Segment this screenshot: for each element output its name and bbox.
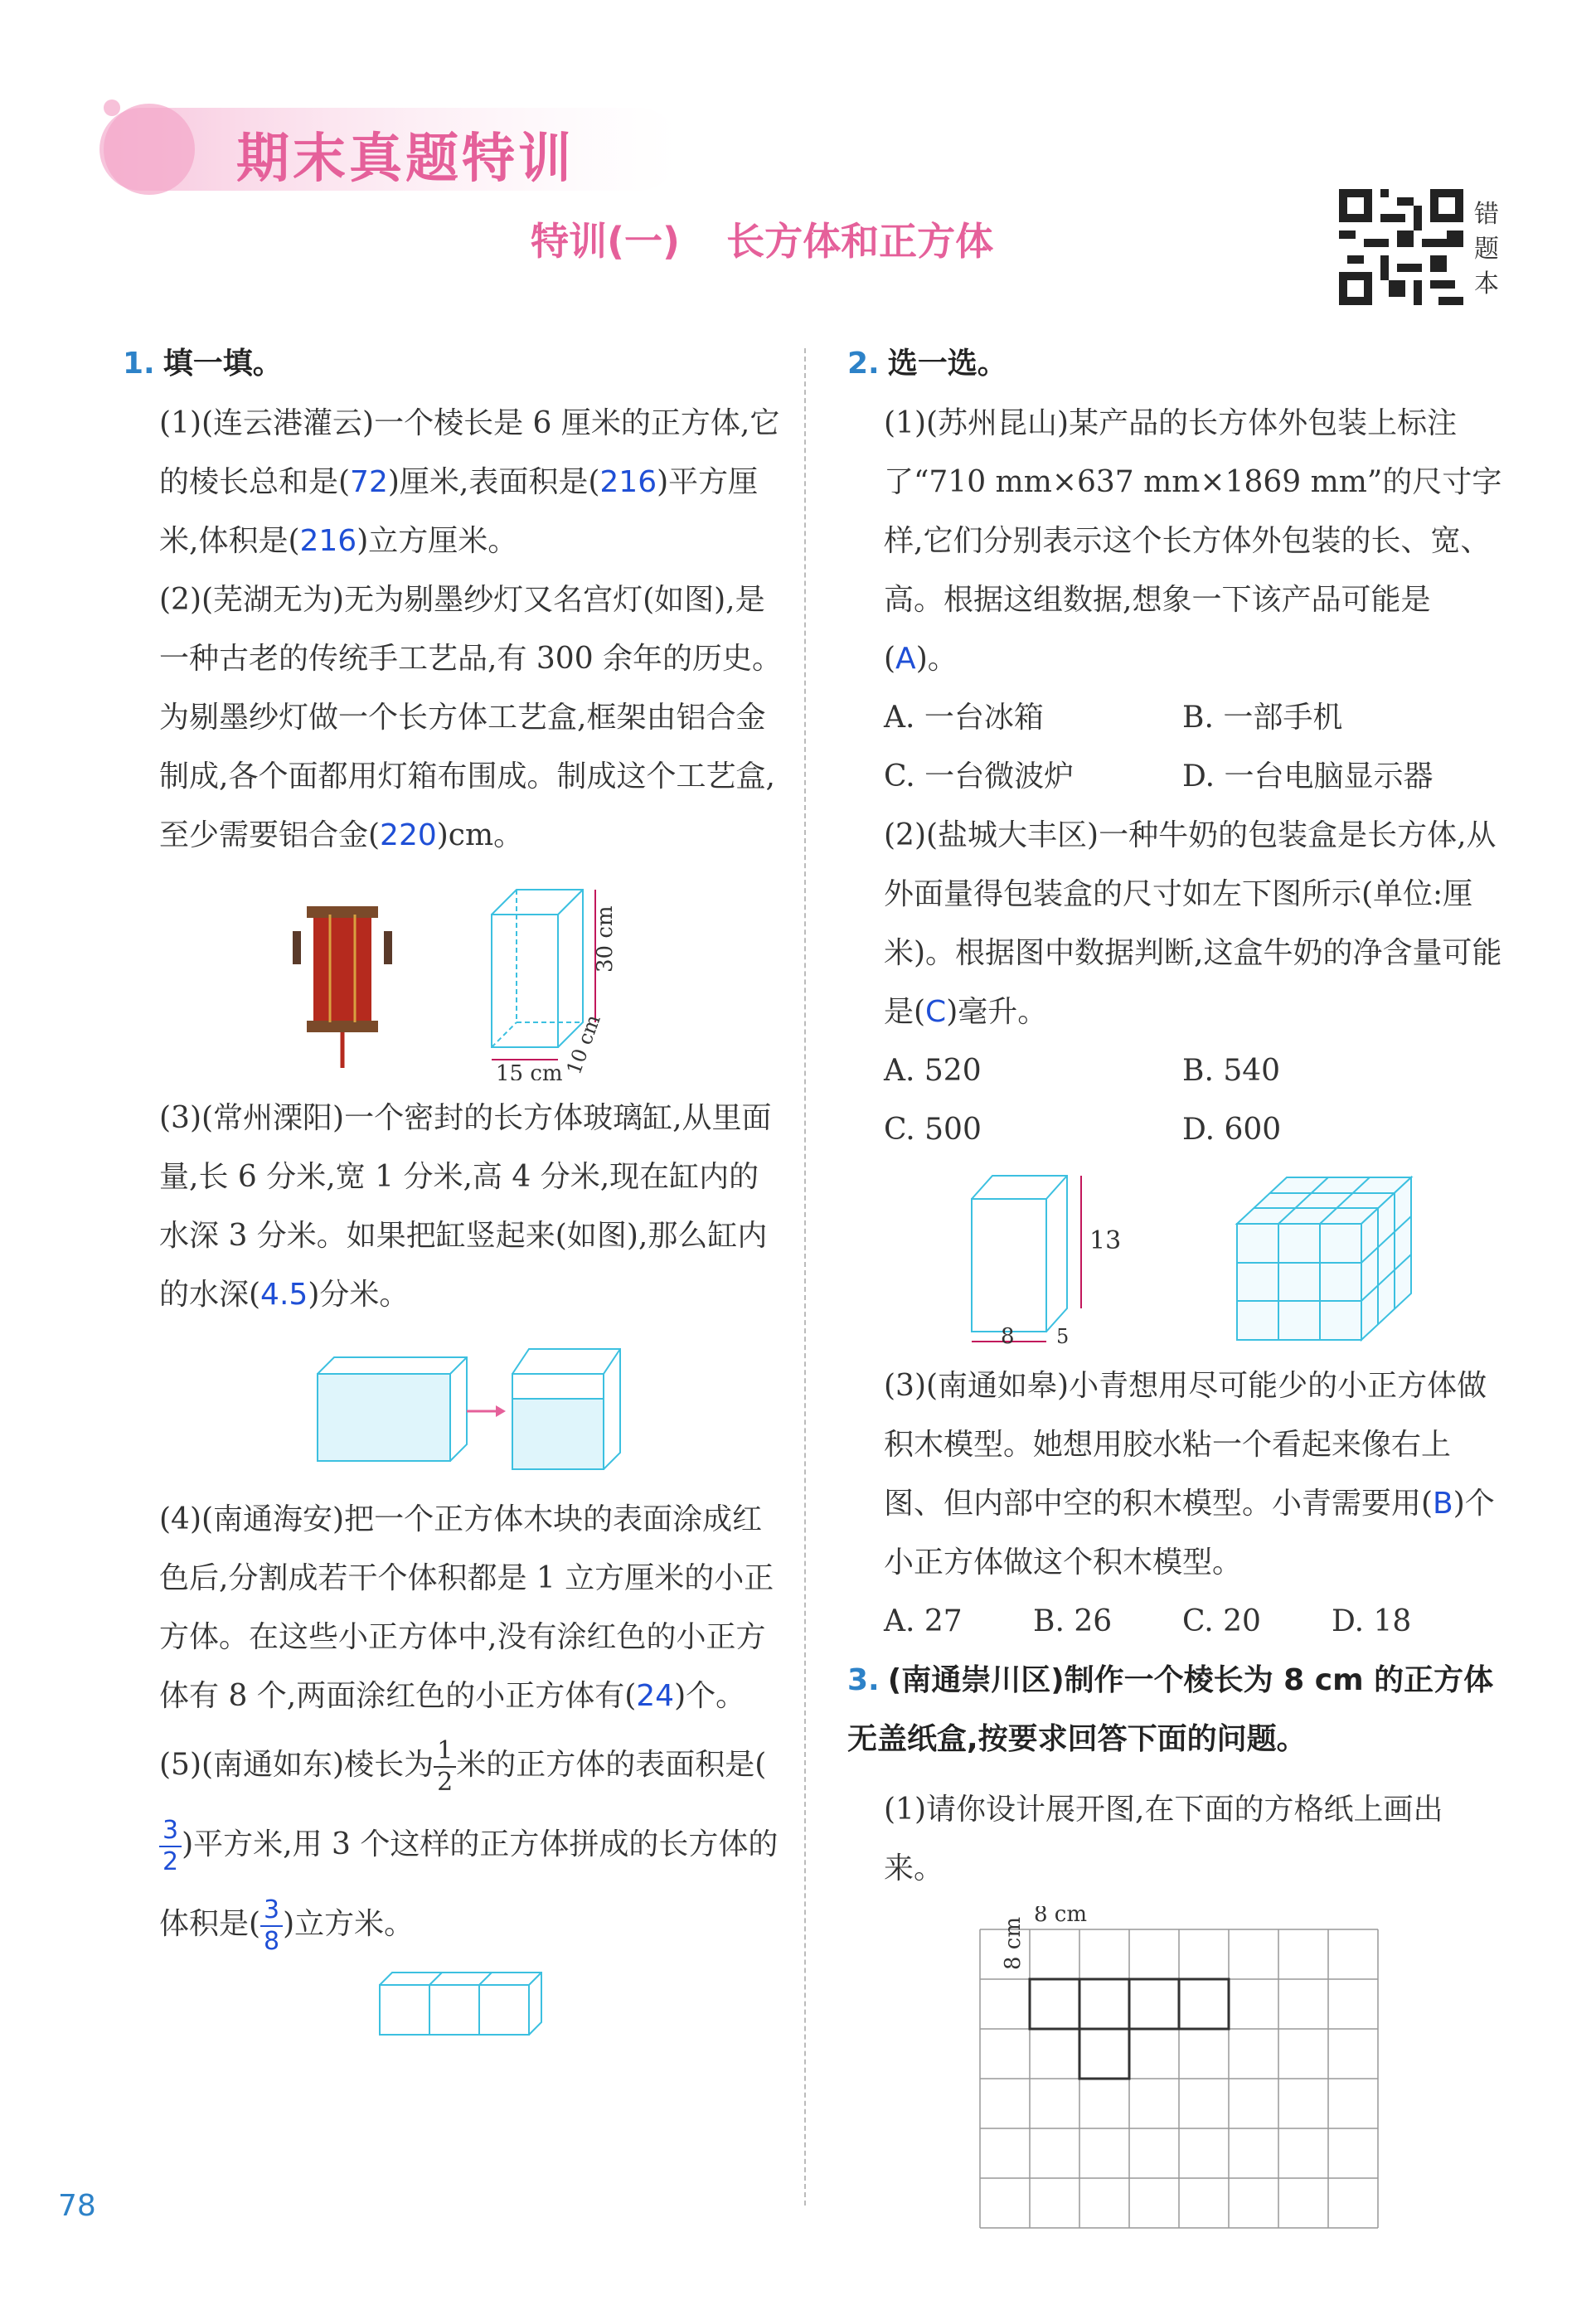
question-3-heading (847, 1651, 1502, 1769)
q1-part4: (4)(南通海安)把一个正方体木块的表面涂成红色后,分割成若干个体积都是 1 立方厘米的小正方体。在这些小正方体中,没有涂红色的小正方体有 8 个,两面涂红色的小正方体有(24)个。 (159, 1502, 774, 1713)
option: C. 20 (1182, 1604, 1261, 1638)
answer: C (925, 995, 947, 1029)
section-title (531, 211, 993, 266)
qr-code[interactable] (1339, 189, 1463, 305)
cube-diagram (1237, 1177, 1411, 1340)
answer: A (895, 642, 916, 676)
question-title: 填一填。 (163, 347, 283, 381)
question-title: 选一选。 (887, 347, 1007, 381)
right-column (847, 332, 1502, 2254)
height-label: 30 cm (593, 905, 618, 973)
q1-part3: (3)(常州溧阳)一个密封的长方体玻璃缸,从里面量,长 6 分米,宽 1 分米,高 4 分米,现在缸内的水深 3 分米。如果把缸竖起来(如图),那么缸内的水深(4.5)分米。 (159, 1101, 772, 1312)
question-number: 1. (123, 347, 155, 381)
option: D. 18 (1332, 1604, 1412, 1638)
three-cubes-diagram (123, 1964, 786, 2039)
option: A. 27 (884, 1604, 963, 1638)
q2-part3-options (847, 1592, 1502, 1651)
q2-part3: (3)(南通如皋)小青想用尽可能少的小正方体做积木模型。她想用胶水粘一个看起来像右上图、但内部中空的积木模型。小青需要用(B)个小正方体做这个积木模型。 (884, 1369, 1495, 1580)
option: B. 540 (1182, 1054, 1281, 1088)
option: D. 一台电脑显示器 (1182, 759, 1433, 793)
q1-part1: (1)(连云港灌云)一个棱长是 6 厘米的正方体,它的棱长总和是(72)厘米,表面积是(216)平方厘米,体积是(216)立方厘米。 (159, 406, 780, 558)
lantern-and-box-diagram (123, 881, 786, 1080)
q1-part5: (5)(南通如东)棱长为 $\frac{1}{2}$ 米的正方体的表面积是( $\frac{3}{2}$ )平方米,用 3 个这样的正方体拼成的长方体的体积是( $\frac{3}{8}$ )立方米。 (159, 1736, 779, 1956)
column-divider (804, 348, 806, 2206)
height-label: 13 (1089, 1226, 1122, 1255)
page-number: 78 (58, 2189, 96, 2223)
question-title: (南通崇川区)制作一个棱长为 8 cm 的正方体无盖纸盒,按要求回答下面的问题。 (847, 1663, 1494, 1756)
answer-fraction: $\frac{3}{2}$ (159, 1816, 182, 1877)
width-label: 8 (1001, 1324, 1015, 1348)
tank-diagram (123, 1332, 786, 1473)
grid-figure (847, 1906, 1502, 2254)
q3-part1: (1)请你设计展开图,在下面的方格纸上画出来。 (884, 1793, 1443, 1885)
q2-part1: (1)(苏州昆山)某产品的长方体外包装上标注了“710 mm×637 mm×1869 mm”的尺寸字样,它们分别表示这个长方体外包装的长、宽、高。根据这组数据,想象一下该产品可能是(A)。 (884, 406, 1502, 676)
lantern-figure (123, 881, 786, 1080)
fraction: $\frac{1}{2}$ (434, 1736, 456, 1798)
question-number: 2. (847, 347, 880, 381)
grid-paper (847, 1906, 1502, 2254)
lantern-icon (293, 906, 392, 1068)
question-number: 3. (847, 1663, 880, 1697)
q1-part2: (2)(芜湖无为)无为剔墨纱灯又名宫灯(如图),是一种古老的传统手工艺品,有 300 余年的历史。为剔墨纱灯做一个长方体工艺盒,框架由铝合金制成,各个面都用灯箱布围成。制成这个工艺盒,至少需要铝合金(220)cm。 (159, 583, 783, 852)
answer: 220 (380, 818, 437, 852)
question-2-heading (847, 340, 1502, 382)
left-column (123, 332, 786, 2039)
depth-label: 5 (1056, 1325, 1070, 1348)
section-tag: 特训(一) (531, 219, 681, 264)
milk-box-and-cube-diagram (847, 1166, 1502, 1348)
answer: B (1433, 1487, 1453, 1521)
cubes-row-figure (123, 1964, 786, 2039)
question-1-heading (123, 340, 786, 382)
q2-part2: (2)(盐城大丰区)一种牛奶的包装盒是长方体,从外面量得包装盒的尺寸如左下图所示(单位:厘米)。根据图中数据判断,这盒牛奶的净含量可能是(C)毫升。 (884, 818, 1502, 1029)
option: A. 520 (884, 1054, 982, 1088)
answer-fraction: $\frac{3}{8}$ (260, 1895, 283, 1957)
answer: 72 (350, 465, 388, 499)
answer: 216 (599, 465, 657, 499)
width-label: 15 cm (496, 1061, 563, 1080)
tank-figure (123, 1332, 786, 1473)
option: B. 一部手机 (1182, 701, 1343, 735)
answer: 4.5 (260, 1278, 308, 1312)
milk-box-diagram (972, 1176, 1067, 1332)
grid-width-label: 8 cm (1034, 1906, 1088, 1927)
answer: 216 (299, 524, 357, 558)
q2-part2-options (847, 1041, 1502, 1159)
qr-code-icon (1339, 189, 1463, 305)
answer: 24 (636, 1679, 675, 1713)
option: C. 500 (884, 1113, 982, 1147)
option: A. 一台冰箱 (884, 701, 1044, 735)
option: C. 一台微波炉 (884, 759, 1075, 793)
qr-label: 错题本 (1474, 200, 1499, 298)
option: B. 26 (1033, 1604, 1113, 1638)
q2-part1-options (847, 688, 1502, 806)
milk-and-cube-figure (847, 1166, 1502, 1348)
section-name: 长方体和正方体 (726, 219, 994, 264)
option: D. 600 (1182, 1113, 1282, 1147)
grid-height-label: 8 cm (1001, 1916, 1026, 1970)
depth-label: 10 cm (562, 1012, 605, 1078)
page-title: 期末真题特训 (236, 129, 575, 190)
